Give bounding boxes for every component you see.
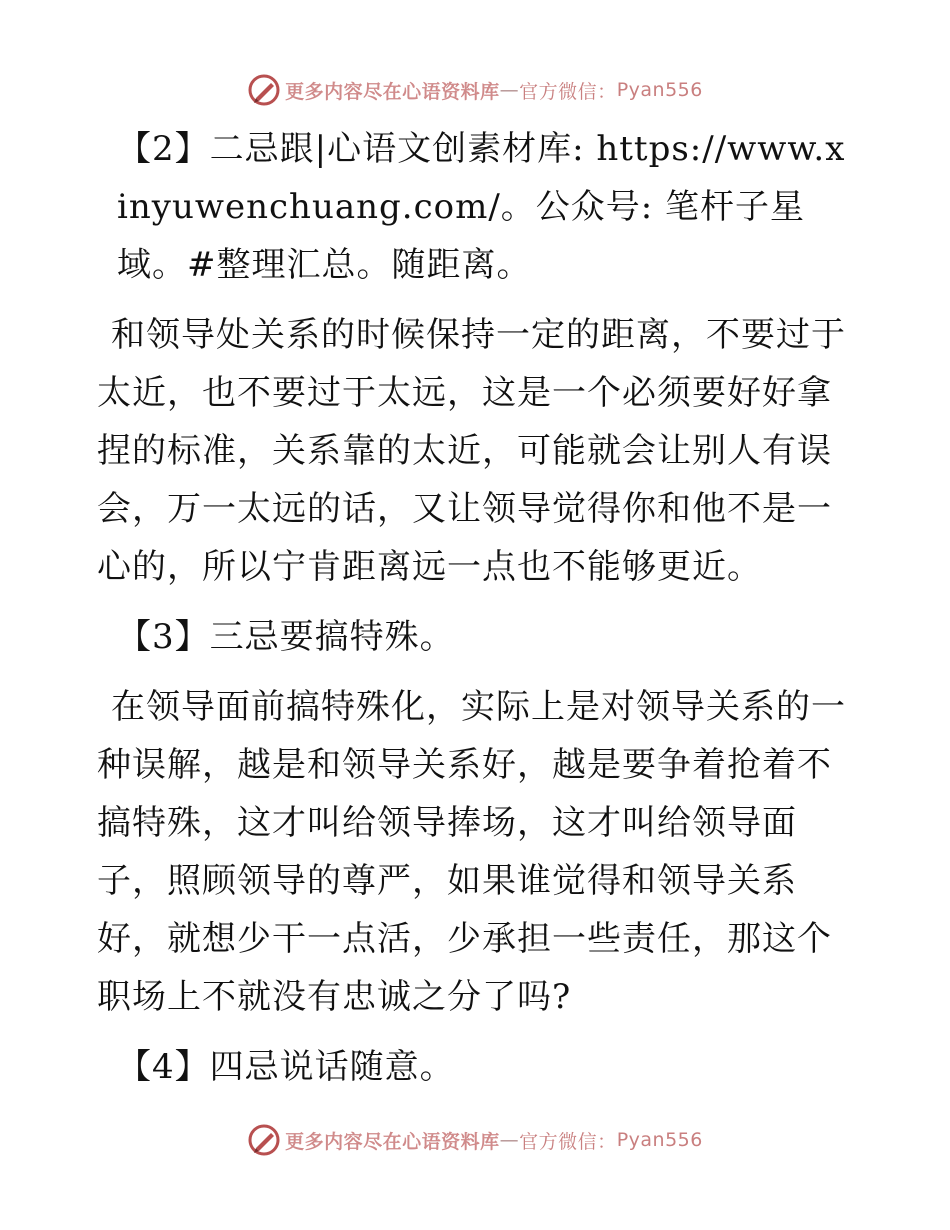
section-heading-3: 【3】三忌要搞特殊。 xyxy=(117,617,455,657)
banner-dash: — xyxy=(499,79,520,101)
section-heading-2: 【2】二忌跟|心语文创素材库: https://www.xinyuwenchuang.com/。公众号: 笔杆子星域。#整理汇总。随距离。 xyxy=(117,129,846,285)
site-name: 更多内容尽在心语资料库 xyxy=(285,1130,500,1153)
wechat-id: Pyan556 xyxy=(616,1129,703,1151)
body-paragraph-2: 在领导面前搞特殊化，实际上是对领导关系的一种误解，越是和领导关系好，越是要争着抢着不搞特殊，这才叫给领导捧场，这才叫给领导面子，照顾领导的尊严，如果谁觉得和领导关系好，就想少干一点活，少承担一些责任，那这个职场上不就没有忠诚之分了吗? xyxy=(97,687,846,1017)
section-heading-4: 【4】四忌说话随意。 xyxy=(117,1047,455,1087)
header-banner xyxy=(0,70,950,110)
site-name: 更多内容尽在心语资料库 xyxy=(285,80,500,103)
wechat-label: 官方微信： xyxy=(519,80,617,103)
body-paragraph-1: 和领导处关系的时候保持一定的距离，不要过于太近，也不要过于太远，这是一个必须要好好拿捏的标准，关系靠的太近，可能就会让别人有误会，万一太远的话，又让领导觉得你和他不是一心的，所以宁肯距离远一点也不能够更近。 xyxy=(97,315,846,587)
pen-logo-icon xyxy=(247,73,281,107)
wechat-label: 官方微信： xyxy=(519,1130,617,1153)
document-body xyxy=(97,120,857,1108)
footer-banner xyxy=(0,1120,950,1160)
banner-dash: — xyxy=(499,1129,520,1151)
wechat-id: Pyan556 xyxy=(616,79,703,101)
pen-logo-icon xyxy=(247,1123,281,1157)
